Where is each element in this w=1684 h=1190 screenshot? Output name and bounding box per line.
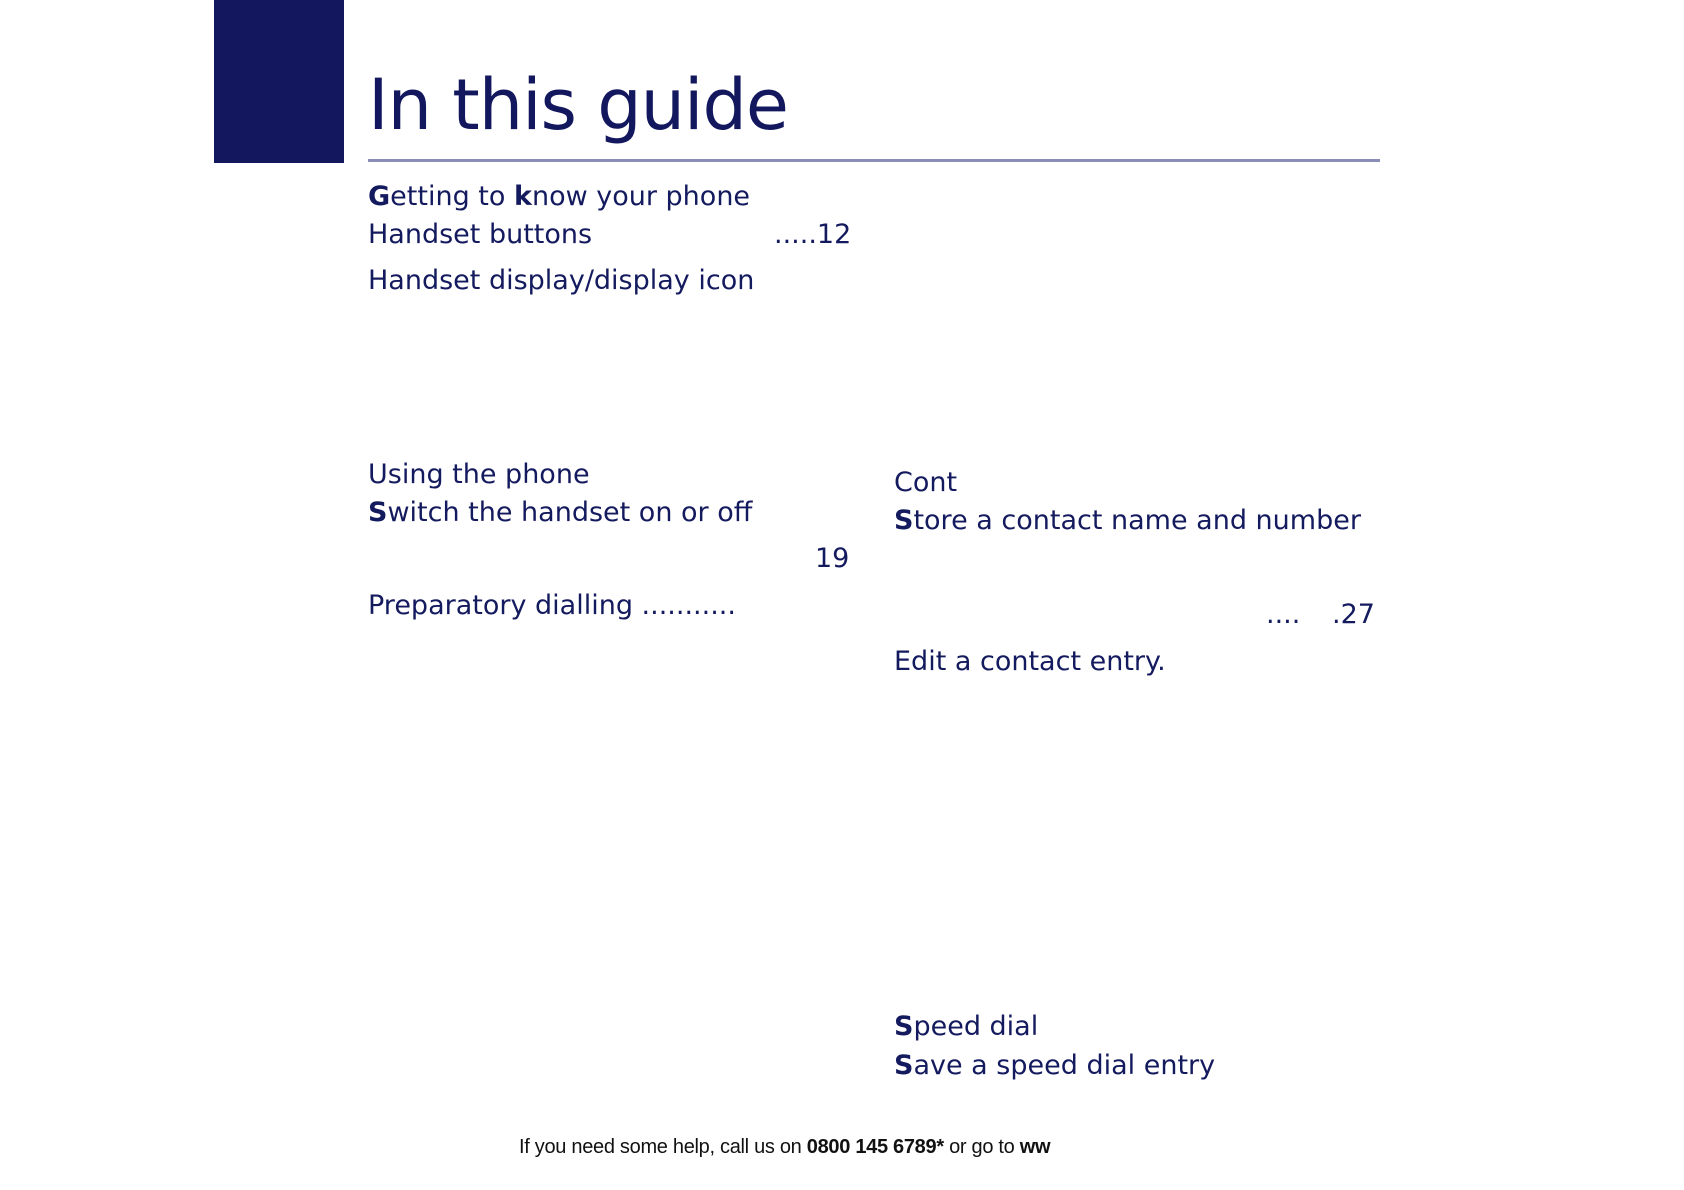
item-text: tore a contact name and number	[913, 505, 1361, 536]
toc-page-number: .27	[1332, 599, 1375, 630]
page-title: In this guide	[368, 64, 788, 146]
brand-color-block	[214, 0, 344, 163]
heading-initial: S	[894, 1011, 914, 1042]
helpline-number: 0800 145 6789*	[806, 1136, 944, 1158]
section-heading-contacts: Cont	[894, 467, 958, 498]
item-initial: S	[894, 1050, 914, 1081]
toc-item-switch-handset[interactable]	[368, 499, 752, 526]
item-text: witch the handset on or off	[387, 497, 753, 528]
toc-item-edit-contact[interactable]: Edit a contact entry.	[894, 646, 1166, 677]
section-heading-using-phone: Using the phone	[368, 459, 590, 490]
help-footer	[519, 1136, 1050, 1159]
item-initial: S	[368, 497, 388, 528]
item-initial: S	[894, 505, 914, 536]
title-divider	[368, 159, 1380, 162]
toc-page-number: 19	[815, 543, 850, 574]
toc-item-preparatory-dialling[interactable]: Preparatory dialling ...........	[368, 590, 736, 621]
toc-item-display-icon[interactable]: Handset display/display icon	[368, 265, 755, 296]
heading-text: etting to	[390, 181, 514, 212]
heading-text: peed dial	[913, 1011, 1039, 1042]
toc-page-number: .....12	[774, 219, 852, 250]
toc-leader-dots: ....	[1266, 599, 1301, 630]
footer-middle: or go to	[943, 1136, 1020, 1158]
heading-initial: G	[368, 181, 391, 212]
toc-item-handset-buttons[interactable]: Handset buttons	[368, 219, 593, 250]
section-heading-getting-to-know	[368, 183, 750, 210]
help-url[interactable]: ww	[1019, 1136, 1051, 1158]
item-text: ave a speed dial entry	[913, 1050, 1216, 1081]
section-heading-speed-dial	[894, 1013, 1038, 1040]
heading-k: k	[513, 181, 532, 212]
toc-item-store-contact[interactable]	[894, 507, 1361, 534]
footer-prefix: If you need some help, call us on	[519, 1136, 807, 1158]
heading-text-rest: now your phone	[531, 181, 751, 212]
toc-item-save-speed-dial[interactable]	[894, 1052, 1215, 1079]
